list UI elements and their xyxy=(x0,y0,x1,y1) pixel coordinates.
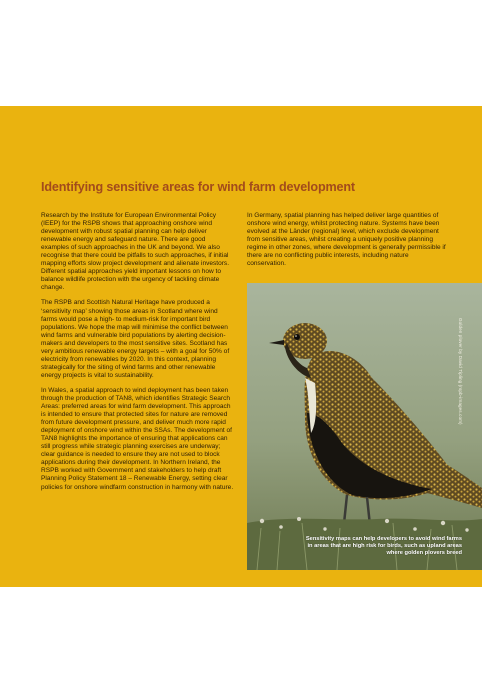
paragraph-germany: In Germany, spatial planning has helped deliver large quantities of onshore wind energy, whilst protecting nature. Systems have been evolved at the Länder (regional) level, which exclude development from sensitive areas, whilst creating a uniquely positive planning regime in other zones, where development is generally permissible if there are no conflicting public interests, including nature conservation. xyxy=(247,212,446,268)
left-text-column xyxy=(41,212,235,499)
photo-caption: Sensitivity maps can help developers to avoid wind farms in areas that are high risk for birds, such as upland areas where golden plovers breed xyxy=(305,536,462,557)
right-text-column xyxy=(247,212,447,275)
paragraph-scotland-sensitivity-map: The RSPB and Scottish Natural Heritage have produced a ‘sensitivity map’ showing those areas in Scotland where wind farms would pose a high- to medium-risk for important bird populations. We hope the map will minimise the conflict between wind farms and vulnerable bird populations by alerting decision-makers and developers to the most sensitive sites. Scotland has very ambitious renewable energy targets – with a goal for 50% of electricity from renewables by 2020. In this context, planning strategically for the siting of wind farms and other renewable energy projects is vital to sustainability. xyxy=(41,299,230,379)
section-title: Identifying sensitive areas for wind farm development xyxy=(41,180,355,194)
paragraph-wales-northern-ireland: In Wales, a spatial approach to wind deployment has been taken through the production of TAN8, which identifies Strategic Search Areas: preferred areas for wind farm development. This approach is intended to ensure that protected sites for nature are removed from future development pressure, and deliver much more rapid deployment of onshore wind within the SSAs. The development of TAN8 highlights the importance of ensuring that applications can still progress while strategic planning exercises are underway; clear guidance is needed to ensure they are not used to block applications during their development. In Northern Ireland, the RSPB worked with Government and stakeholders to help draft Planning Policy Statement 18 – Renewable Energy, setting clear policies for onshore windfarm construction in harmony with nature. xyxy=(41,386,234,491)
paragraph-ieep-research: Research by the Institute for European Environmental Policy (IEEP) for the RSPB shows that approaching onshore wind development with robust spatial planning can help deliver renewable energy and safeguard nature. There are good examples of such approaches in the UK and beyond. We also recognise that there could be pitfalls to such approaches, if initial mapping efforts slow project development and alienate investors. Different spatial approaches yield important lessons on how to balance wildlife protection with the urgency of tackling climate change. xyxy=(41,212,230,292)
photo-credit: Golden plover by David Tipling (rspb-images.com) xyxy=(458,318,463,425)
golden-plover-photo xyxy=(247,283,482,570)
golden-plover-illustration xyxy=(247,283,482,570)
